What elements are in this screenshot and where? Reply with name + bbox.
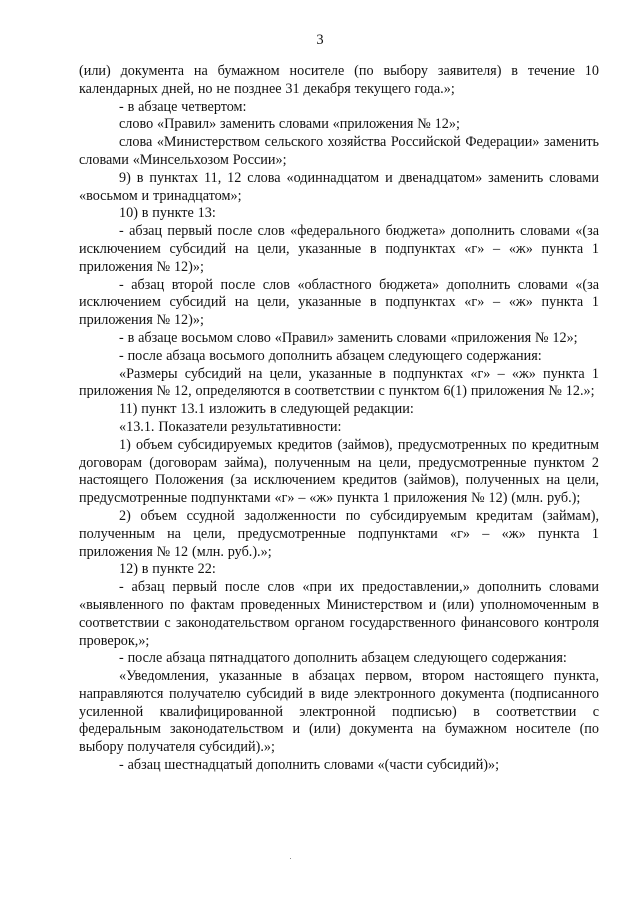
paragraph: 11) пункт 13.1 изложить в следующей редакции: — [119, 401, 414, 418]
paragraph: «Уведомления, указанные в абзацах первом, втором настоящего пункта, направляются получателю субсидий в виде электронного документа (подписанного усиленной квалифицированной электронной подписью) в соответствии с федеральным законодательством и (или) документа на бумажном носителе (по выбору получателя субсидий).»; — [79, 668, 599, 756]
paragraph: - в абзаце восьмом слово «Правил» заменить словами «приложения № 12»; — [119, 329, 578, 346]
paragraph: 2) объем ссудной задолженности по субсидируемым кредитам (займам), полученным на цели, предусмотренные подпунктами «г» – «ж» пункта 1 приложения № 12 (млн. руб.).»; — [79, 507, 599, 560]
paragraph: «Размеры субсидий на цели, указанные в подпунктах «г» – «ж» пункта 1 приложения № 12, определяются в соответствии с пунктом 6(1) приложения № 12.»; — [79, 365, 599, 400]
paragraph: 1) объем субсидируемых кредитов (займов), предусмотренных по кредитным договорам (договорам займа), полученным на цели, предусмотренные пунктом 2 настоящего Положения (за исключением кредитов (займов), полученных на цели, предусмотренные подпунктами «г» – «ж» пункта 1 приложения № 12) (млн. руб.); — [79, 436, 599, 507]
paragraph: 12) в пункте 22: — [119, 561, 216, 578]
paragraph: слово «Правил» заменить словами «приложения № 12»; — [119, 116, 460, 133]
paragraph: 10) в пункте 13: — [119, 205, 216, 222]
page-number: 3 — [316, 32, 324, 48]
paragraph: - после абзаца пятнадцатого дополнить абзацем следующего содержания: — [119, 650, 567, 667]
paragraph: (или) документа на бумажном носителе (по выбору заявителя) в течение 10 календарных дней, но не позднее 31 декабря текущего года.»; — [79, 63, 599, 97]
paragraph: слова «Министерством сельского хозяйства Российской Федерации» заменить словами «Минсельхозом России»; — [79, 134, 599, 168]
paragraph: «13.1. Показатели результативности: — [119, 418, 342, 435]
paragraph: - абзац первый после слов «при их предоставлении,» дополнить словами «выявленного по фактам проведенных Министерством и (или) уполномоченным в соответствии с законодательством органом государственного финансового контроля проверок,»; — [79, 579, 599, 649]
paragraph: - после абзаца восьмого дополнить абзацем следующего содержания: — [119, 347, 542, 364]
paragraph: 9) в пунктах 11, 12 слова «одиннадцатом и двенадцатом» заменить словами «восьмом и тринадцатом»; — [79, 169, 599, 204]
paragraph: - абзац второй после слов «областного бюджета» дополнить словами «(за исключением субсидий на цели, указанные в подпунктах «г» – «ж» пункта 1 приложения № 12)»; — [79, 276, 599, 329]
paragraph: - абзац первый после слов «федерального бюджета» дополнить словами «(за исключением субсидий на цели, указанные в подпунктах «г» – «ж» пункта 1 приложения № 12)»; — [79, 223, 599, 275]
paragraph: - абзац шестнадцатый дополнить словами «(части субсидий)»; — [119, 757, 500, 774]
paragraph: - в абзаце четвертом: — [119, 98, 247, 115]
document-body — [79, 63, 599, 775]
scan-speck — [290, 858, 291, 859]
